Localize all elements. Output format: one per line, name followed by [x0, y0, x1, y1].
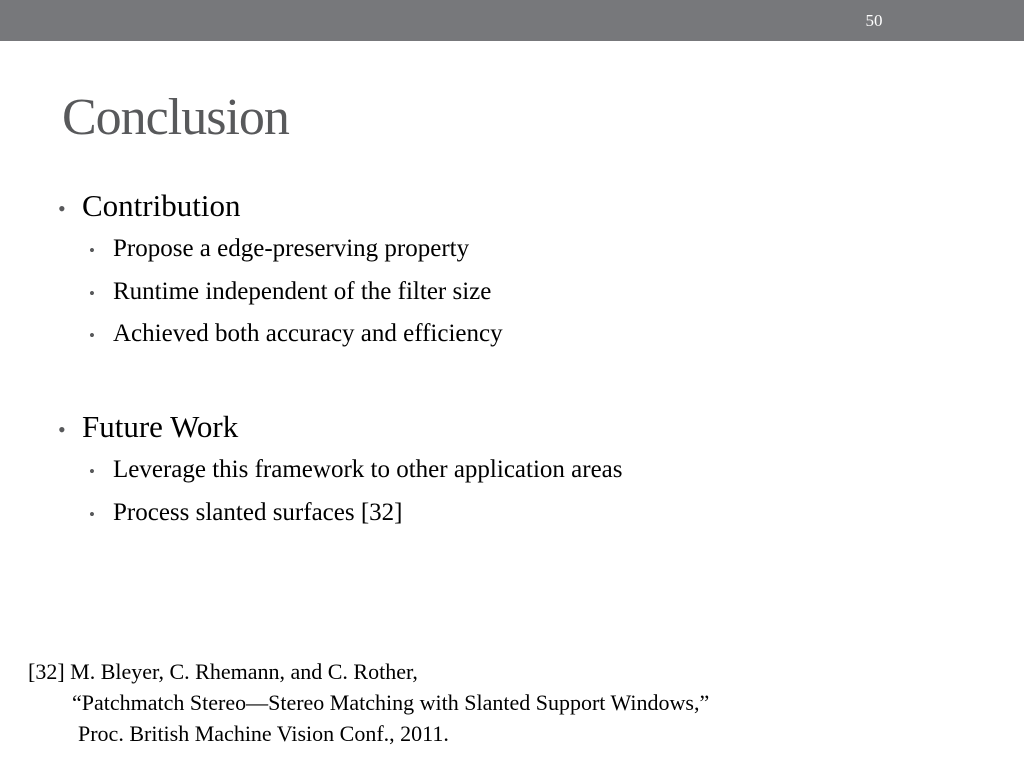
section-heading: Future Work: [82, 409, 239, 444]
list-item-text: Runtime independent of the filter size: [113, 277, 492, 305]
list-item: [89, 314, 503, 357]
reference-footnote: [28, 656, 709, 749]
list-item: [89, 272, 503, 315]
bullet-contribution: [58, 186, 503, 229]
bullet-icon: •: [58, 196, 66, 221]
top-bar: [0, 0, 1024, 41]
slide-title: Conclusion: [62, 89, 289, 146]
reference-line-3: Proc. British Machine Vision Conf., 2011.: [78, 721, 449, 746]
bullet-icon: •: [89, 326, 95, 345]
list-item: [89, 493, 623, 536]
bullet-future-work: [58, 407, 623, 450]
section-future-work: [58, 407, 623, 535]
list-item-text: Leverage this framework to other application areas: [113, 456, 623, 483]
bullet-icon: •: [58, 417, 66, 442]
list-item-text: Process slanted surfaces [32]: [113, 498, 403, 526]
list-item: [89, 229, 503, 272]
future-work-list: [58, 450, 623, 535]
bullet-icon: •: [89, 241, 95, 260]
page-number: 50: [865, 11, 883, 30]
list-item: [89, 450, 623, 493]
bullet-icon: •: [89, 283, 95, 303]
bullet-icon: •: [89, 504, 95, 524]
reference-line-2: “Patchmatch Stereo—Stereo Matching with Slanted Support Windows,”: [72, 690, 710, 715]
list-item-text: Achieved both accuracy and efficiency: [113, 320, 503, 347]
bullet-icon: •: [89, 462, 95, 481]
reference-line-1: [32] M. Bleyer, C. Rhemann, and C. Rother,: [28, 659, 418, 684]
list-item-text: Propose a edge-preserving property: [113, 235, 470, 262]
section-contribution: [58, 186, 503, 357]
section-heading: Contribution: [82, 188, 241, 223]
contribution-list: [58, 229, 503, 357]
